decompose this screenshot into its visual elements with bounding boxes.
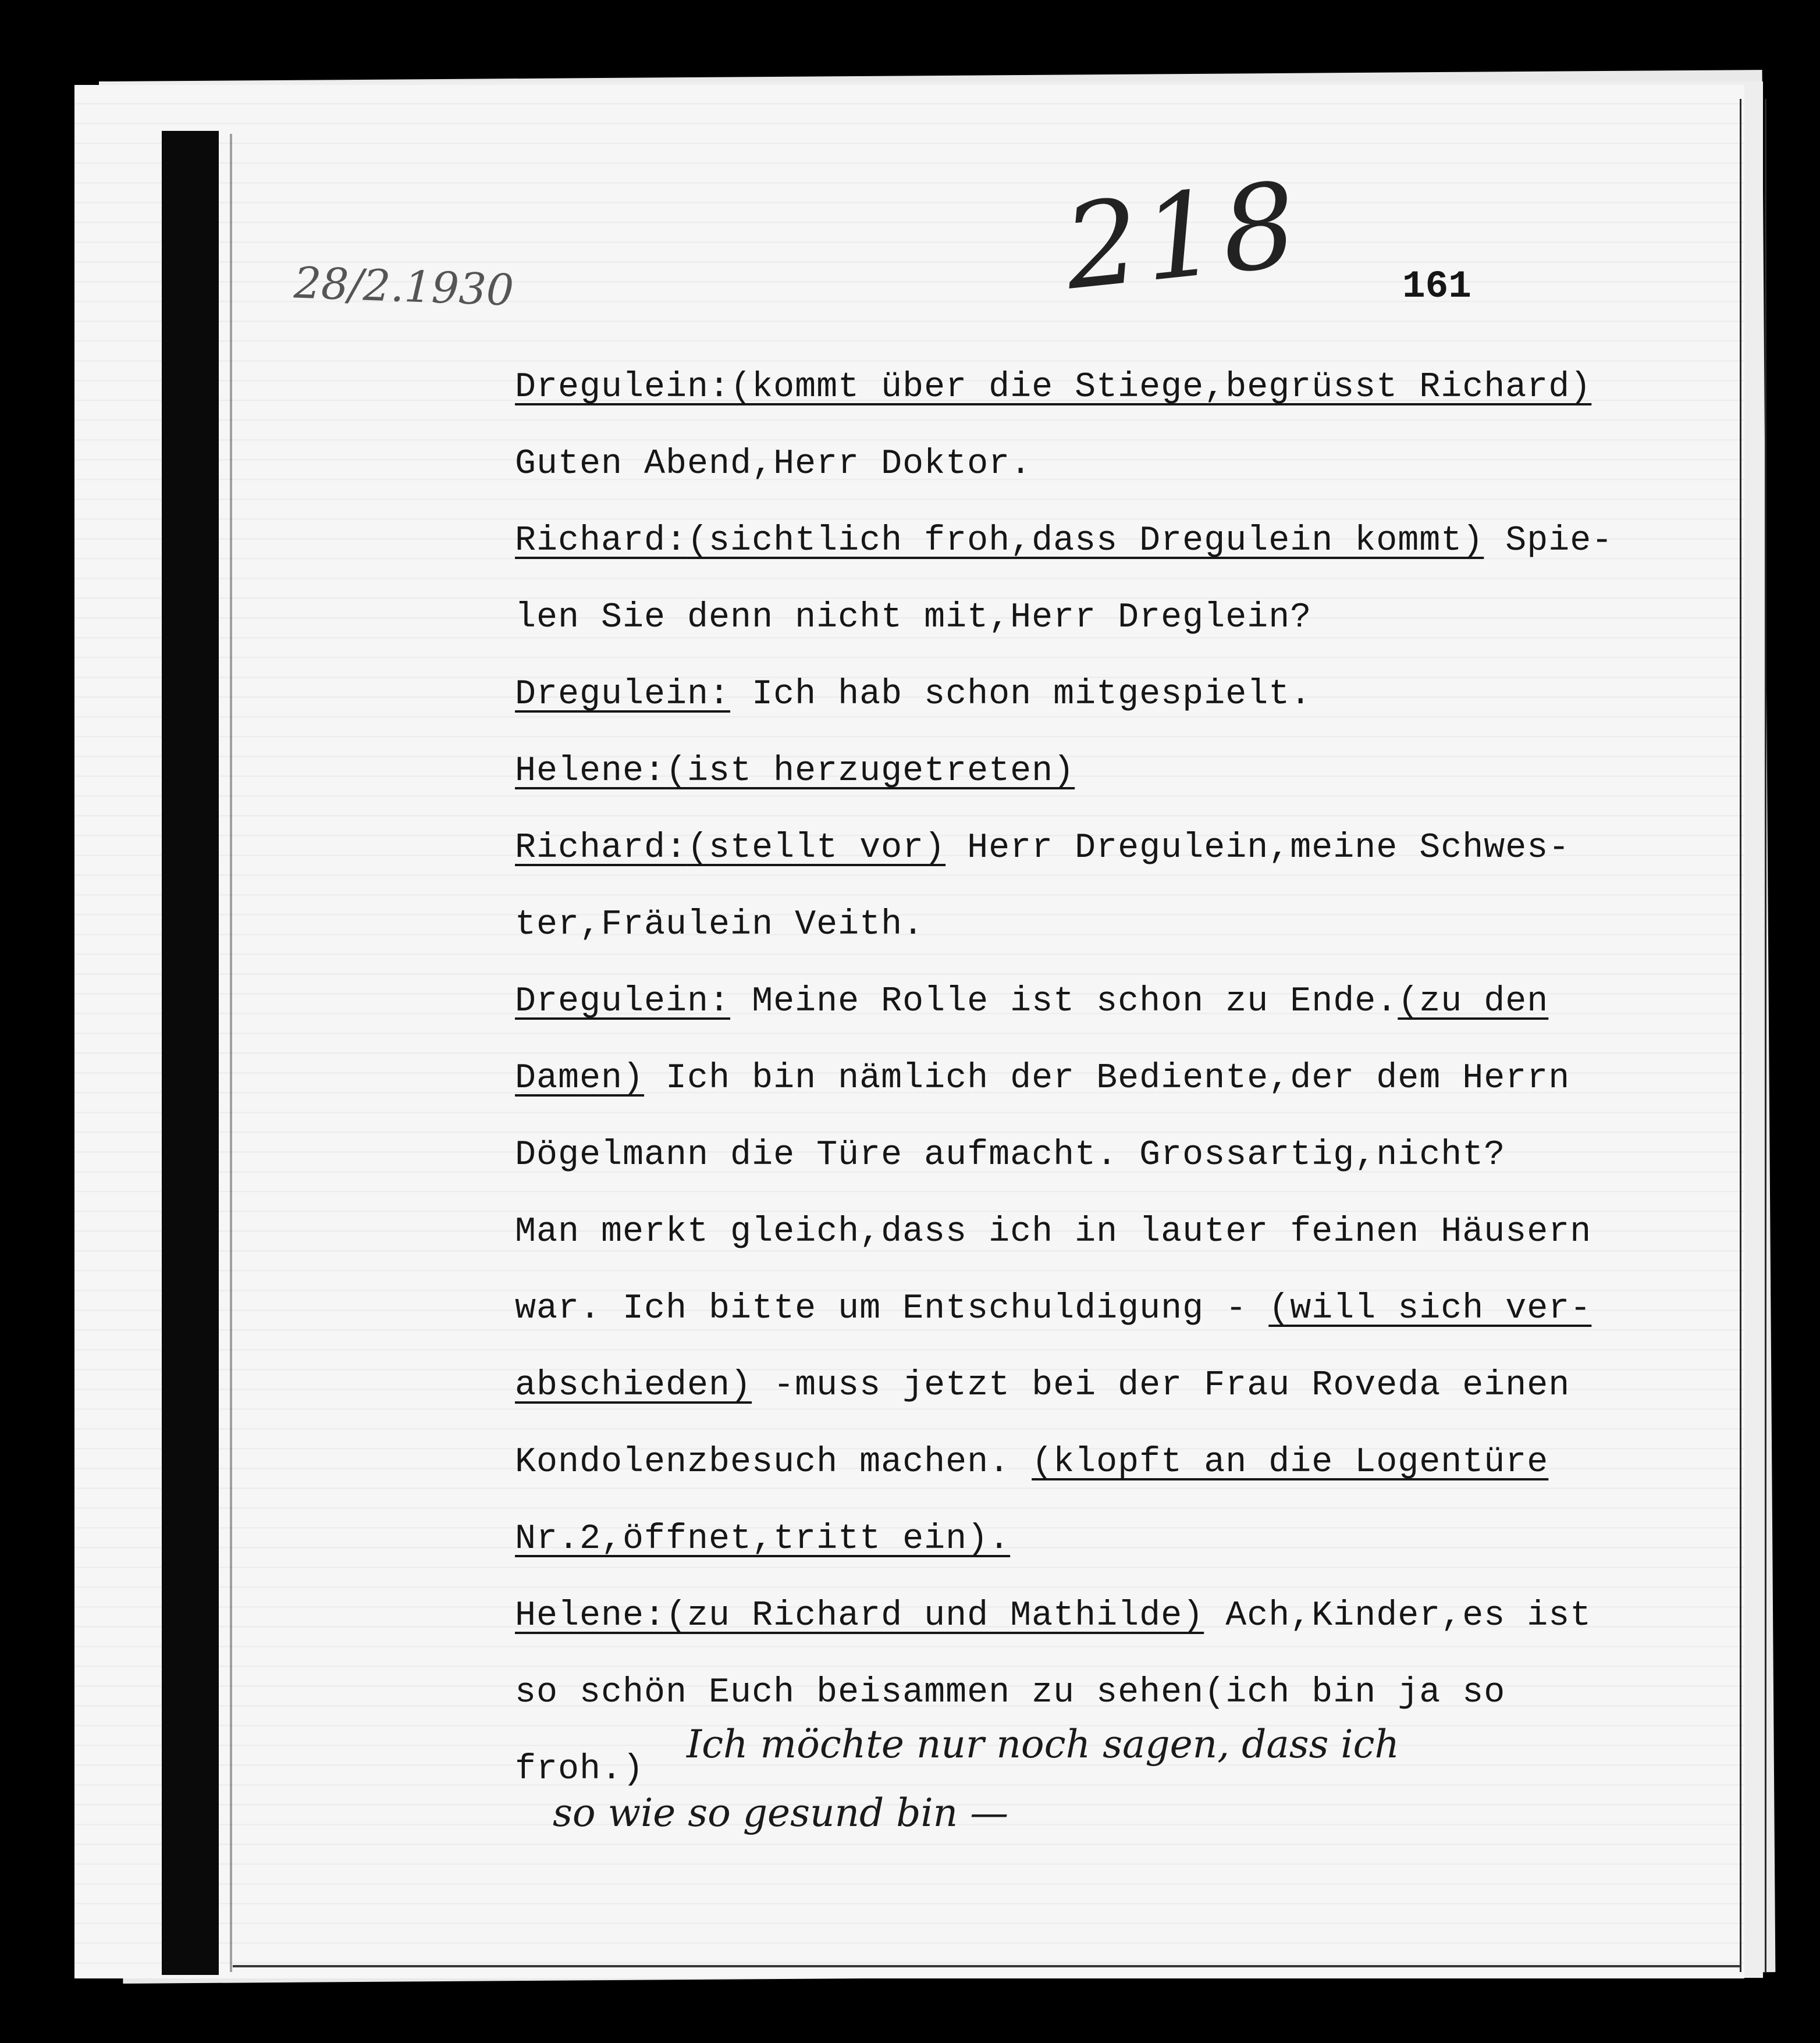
text-line: [515, 1117, 1725, 1194]
stacked-page-edges: [1740, 99, 1766, 1972]
text-line: [515, 1424, 1725, 1501]
handwritten-note-line: Ich möchte nur noch sagen, dass ich: [687, 1722, 1399, 1767]
line-text: len Sie denn nicht mit,Herr Dreglein?: [515, 598, 1312, 638]
text-line: [515, 349, 1725, 426]
underlined-text: Helene:: [515, 1596, 666, 1636]
text-line: [515, 1347, 1725, 1424]
line-text: Herr Dregulein,meine Schwes-: [945, 828, 1570, 868]
underlined-text: (sichtlich froh,dass Dregulein kommt): [687, 521, 1484, 561]
line-text: Man merkt gleich,dass ich in lauter feinen Häusern: [515, 1212, 1592, 1252]
text-line: [515, 733, 1725, 810]
date-annotation: 28/2.1930: [293, 258, 515, 316]
underlined-text: Dregulein:: [515, 982, 731, 1022]
line-text: froh.): [515, 1750, 645, 1789]
line-text: Spie-: [1484, 521, 1613, 561]
text-line: [515, 1270, 1725, 1347]
folio-number: 218: [1058, 156, 1307, 316]
underlined-text: Richard:: [515, 828, 688, 868]
fold-line: [230, 134, 232, 1972]
line-text: Dögelmann die Türe aufmacht. Grossartig,nicht?: [515, 1136, 1506, 1175]
line-text: Kondolenzbesuch machen.: [515, 1443, 1032, 1482]
underlined-text: (zu Richard und Mathilde): [666, 1596, 1204, 1636]
page-number: 161: [1402, 265, 1471, 308]
text-line: [515, 426, 1725, 503]
text-line: [515, 656, 1725, 733]
underlined-text: (will sich ver-: [1268, 1289, 1592, 1329]
text-line: [515, 887, 1725, 963]
text-line: [515, 1501, 1725, 1578]
handwritten-note-line: so wie so gesund bin —: [553, 1791, 1009, 1835]
underlined-text: Dregulein:: [515, 675, 731, 714]
line-text: Ich bin nämlich der Bediente,der dem Herrn: [644, 1059, 1570, 1098]
underlined-text: Dregulein:: [515, 368, 731, 407]
underlined-text: (klopft an die Logentüre: [1032, 1443, 1549, 1482]
script-text: [515, 349, 1725, 1808]
line-text: ter,Fräulein Veith.: [515, 905, 925, 945]
text-line: [515, 1578, 1725, 1654]
line-text: so schön Euch beisammen zu sehen(ich bin ja so: [515, 1673, 1506, 1713]
underlined-text: abschieden): [515, 1366, 752, 1405]
sheet-bottom-edge: [233, 1965, 1740, 1967]
underlined-text: Damen): [515, 1059, 645, 1098]
line-text: Guten Abend,Herr Doktor.: [515, 444, 1032, 484]
text-line: [515, 579, 1725, 656]
underlined-text: Richard:: [515, 521, 688, 561]
line-text: war. Ich bitte um Entschuldigung -: [515, 1289, 1269, 1329]
line-text: Ich hab schon mitgespielt.: [730, 675, 1312, 714]
text-line: [515, 1040, 1725, 1117]
binding-strip: [162, 131, 219, 1975]
line-text: Ach,Kinder,es ist: [1204, 1596, 1592, 1636]
underlined-text: (ist herzugetreten): [666, 752, 1075, 791]
underlined-text: (zu den: [1398, 982, 1549, 1022]
underlined-text: Nr.2,öffnet,tritt ein).: [515, 1519, 1011, 1559]
underlined-text: (kommt über die Stiege,begrüsst Richard): [730, 368, 1592, 407]
line-text: Meine Rolle ist schon zu Ende.: [730, 982, 1398, 1022]
text-line: [515, 503, 1725, 579]
text-line: [515, 1194, 1725, 1270]
underlined-text: (stellt vor): [687, 828, 946, 868]
underlined-text: Helene:: [515, 752, 666, 791]
text-line: [515, 810, 1725, 887]
text-line: [515, 963, 1725, 1040]
line-text: -muss jetzt bei der Frau Roveda einen: [752, 1366, 1570, 1405]
